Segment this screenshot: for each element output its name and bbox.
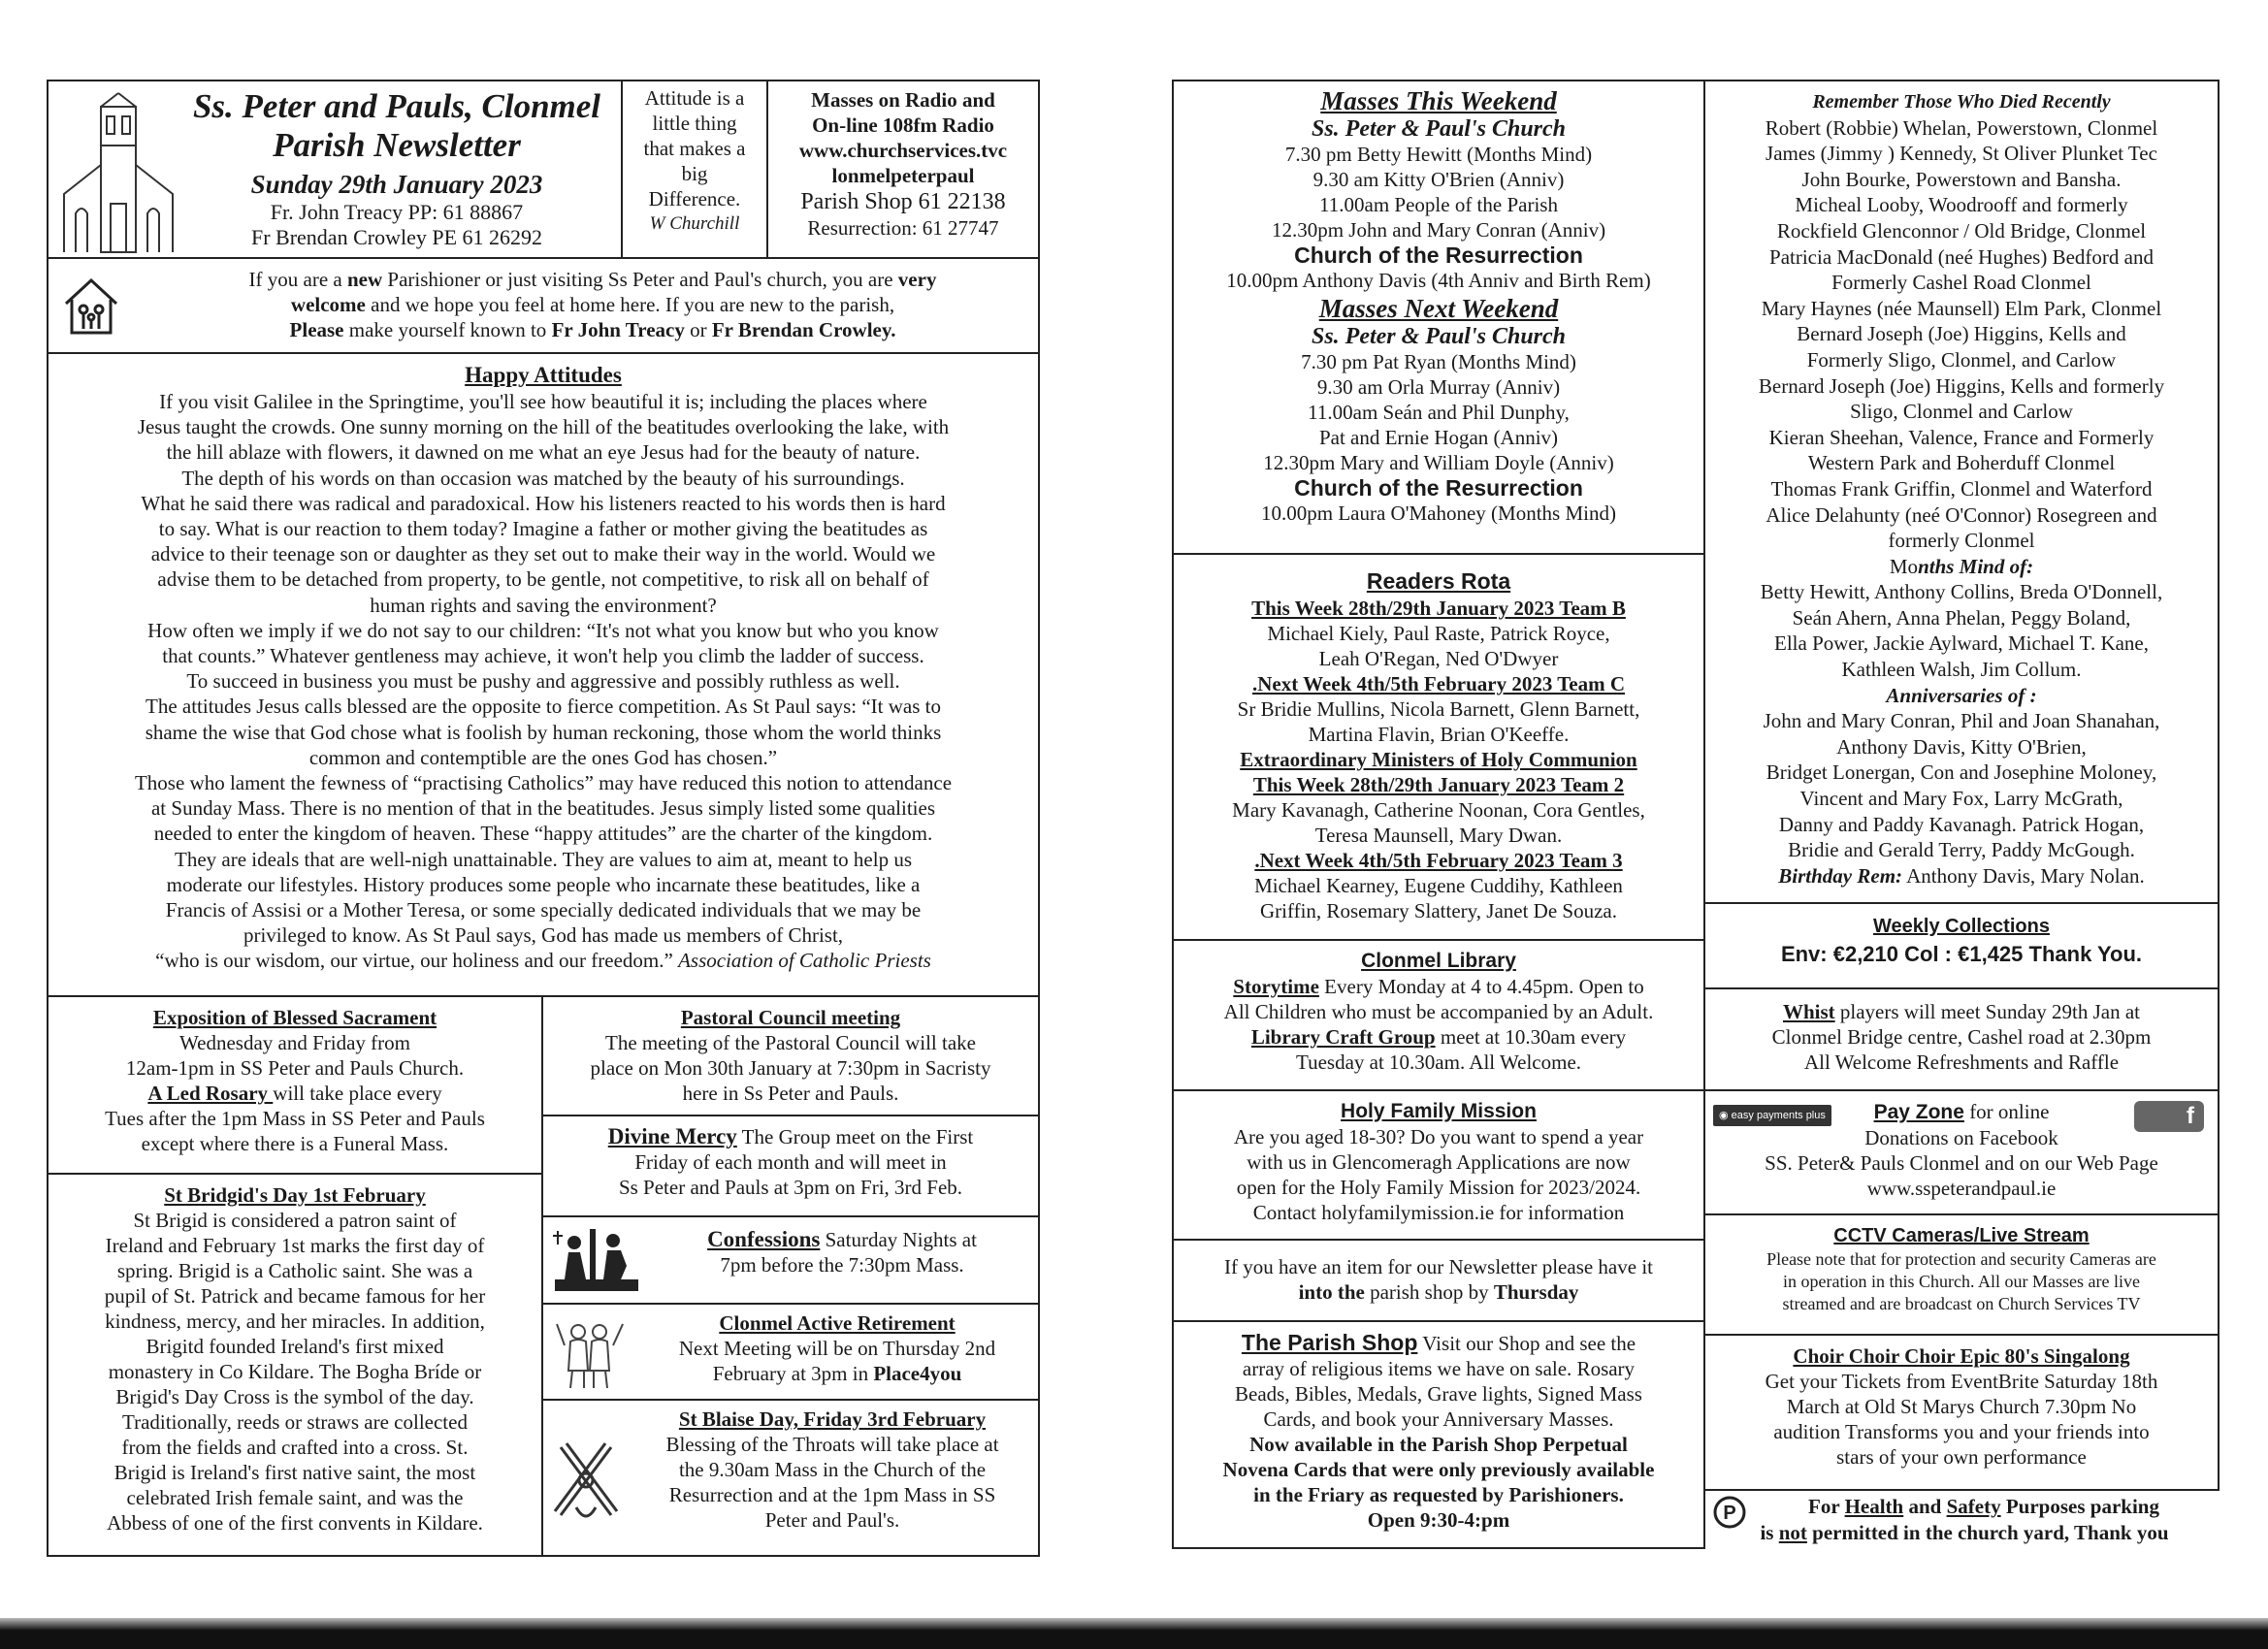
text: parish shop by bbox=[1364, 1280, 1494, 1304]
newsletter-line: If you have an item for our Newsletter please have it bbox=[1224, 1255, 1653, 1278]
pastoral-line: place on Mon 30th January at 7:30pm in Sacristy bbox=[590, 1056, 991, 1080]
bridgid-line: pupil of St. Patrick and became famous for her bbox=[104, 1284, 486, 1308]
mass-line: 10.00pm Laura O'Mahoney (Months Mind) bbox=[1261, 501, 1616, 525]
elderly-couple-icon bbox=[551, 1312, 629, 1392]
text-bold: Thursday bbox=[1493, 1280, 1579, 1304]
article-line: advise them to be detached from property, to be gentle, not competitive, to risk all on behalf of bbox=[157, 567, 929, 592]
blaise-title: St Blaise Day, Friday 3rd February bbox=[678, 1407, 987, 1431]
text-bold: Place4you bbox=[873, 1362, 962, 1385]
text: is bbox=[1760, 1521, 1779, 1544]
bridgid-line: Brigid is Ireland's first native saint, the most bbox=[113, 1461, 476, 1484]
deceased-line: Western Park and Boherduff Clonmel bbox=[1807, 451, 2116, 475]
readers-rota-box bbox=[1172, 553, 1705, 941]
remember-box bbox=[1703, 80, 2219, 904]
divine-mercy-box bbox=[541, 1115, 1040, 1217]
resurrection-heading: Church of the Resurrection bbox=[1294, 242, 1583, 268]
text: permitted in the church yard, Thank you bbox=[1806, 1521, 2169, 1544]
text: “who is our wisdom, our virtue, our holiness and our freedom.” bbox=[155, 949, 679, 973]
parking-line-2 bbox=[1711, 1520, 2218, 1546]
confessions-first-line bbox=[650, 1227, 1034, 1252]
text: will take place every bbox=[273, 1082, 442, 1105]
rota-week: .Next Week 4th/5th February 2023 Team 3 bbox=[1254, 849, 1623, 872]
craft-group-label: Library Craft Group bbox=[1250, 1025, 1436, 1049]
bridgid-line: Abbess of one of the first convents in Kildare. bbox=[107, 1511, 483, 1535]
deceased-line: Sligo, Clonmel and Carlow bbox=[1850, 400, 2073, 424]
rota-names: Martina Flavin, Brian O'Keeffe. bbox=[1308, 723, 1570, 746]
whist-line: Clonmel Bridge centre, Cashel road at 2.30pm bbox=[1771, 1025, 2152, 1049]
pastoral-council-box bbox=[541, 995, 1040, 1116]
churchill-quote bbox=[621, 80, 768, 259]
text: or bbox=[684, 318, 712, 341]
newsletter-items-box bbox=[1172, 1239, 1705, 1322]
text: and bbox=[1903, 1495, 1947, 1518]
shop-bold-line: Now available in the Parish Shop Perpetual bbox=[1249, 1433, 1628, 1456]
newsletter-date: Sunday 29th January 2023 bbox=[250, 170, 543, 199]
cctv-line: in operation in this Church. All our Masses are live bbox=[1783, 1272, 2140, 1291]
whist-box bbox=[1703, 987, 2219, 1091]
text-bold: Fr Brendan Crowley. bbox=[711, 318, 896, 341]
library-box bbox=[1172, 939, 1705, 1091]
deceased-line: Rockfield Glenconnor / Old Bridge, Clonmel bbox=[1776, 218, 2147, 242]
months-mind-line: Seán Ahern, Anna Phelan, Peggy Boland, bbox=[1792, 605, 2131, 630]
deceased-line: Kieran Sheehan, Valence, France and Formerly bbox=[1768, 425, 2155, 449]
title-line-1: Ss. Peter and Pauls, Clonmel bbox=[192, 87, 601, 125]
article-line: that counts.” Whatever gentleness may achieve, it won't help you climb the ladder of success. bbox=[162, 644, 924, 668]
text: and we hope you feel at home here. If you are new to the parish, bbox=[365, 293, 895, 316]
library-line: Tuesday at 10.30am. All Welcome. bbox=[1295, 1051, 1582, 1074]
welcome-box bbox=[47, 257, 1040, 354]
welcome-line-1 bbox=[155, 267, 1030, 292]
welcome-line-3 bbox=[155, 317, 1030, 342]
anniversary-line: Bridie and Gerald Terry, Paddy McGough. bbox=[1788, 838, 2135, 862]
choir-box bbox=[1703, 1334, 2219, 1491]
church-name: Ss. Peter & Paul's Church bbox=[1311, 116, 1567, 142]
library-line: All Children who must be accompanied by an Adult. bbox=[1223, 1000, 1654, 1023]
happy-attitudes-article bbox=[47, 352, 1040, 997]
exposition-line: Tues after the 1pm Mass in SS Peter and Pauls bbox=[105, 1107, 485, 1130]
rota-names: Mary Kavanagh, Catherine Noonan, Cora Gentles, bbox=[1232, 798, 1645, 822]
parking-notice bbox=[1707, 1492, 2219, 1554]
rosary-line bbox=[52, 1081, 537, 1106]
text: players will meet Sunday 29th Jan at bbox=[1834, 1000, 2141, 1023]
shop-first-line bbox=[1178, 1330, 1700, 1356]
quote-line: Attitude is a bbox=[644, 86, 745, 110]
library-title: Clonmel Library bbox=[1361, 950, 1516, 972]
deceased-line: John Bourke, Powerstown and Bansha. bbox=[1801, 167, 2122, 191]
shop-bold-line: in the Friary as requested by Parishioners. bbox=[1253, 1483, 1624, 1506]
text-bold: very bbox=[897, 268, 937, 291]
mass-line: 11.00am People of the Parish bbox=[1319, 193, 1558, 216]
article-line: common and contemptible are the ones God has chosen.” bbox=[308, 745, 778, 769]
article-line: the hill ablaze with flowers, it dawned on me what an eye Jesus had for the beauty of nature. bbox=[166, 440, 921, 465]
payzone-box bbox=[1703, 1089, 2219, 1215]
priest-1: Fr. John Treacy PP: 61 88867 bbox=[270, 200, 524, 224]
cctv-box bbox=[1703, 1213, 2219, 1336]
rota-names: Michael Kearney, Eugene Cuddihy, Kathleen bbox=[1254, 874, 1623, 897]
cctv-line: streamed and are broadcast on Church Services TV bbox=[1782, 1294, 2141, 1313]
text-bold: Please bbox=[289, 318, 344, 341]
quote-line: little thing bbox=[652, 112, 737, 135]
quote-author: W Churchill bbox=[649, 213, 740, 234]
masses-box bbox=[1172, 80, 1705, 555]
shop-line: Cards, and book your Anniversary Masses. bbox=[1263, 1407, 1614, 1431]
anniversary-line: John and Mary Conran, Phil and Joan Shanahan, bbox=[1763, 709, 2160, 733]
blaise-line: Peter and Paul's. bbox=[764, 1508, 900, 1532]
anniversary-line: Bridget Lonergan, Con and Josephine Moloney, bbox=[1766, 760, 2157, 785]
holy-line: with us in Glencomeragh Applications are now bbox=[1247, 1150, 1631, 1174]
shop-line: Beads, Bibles, Medals, Grave lights, Signed Mass bbox=[1235, 1382, 1642, 1406]
article-line: human rights and saving the environment? bbox=[370, 593, 717, 617]
blaise-line: Resurrection and at the 1pm Mass in SS bbox=[668, 1483, 996, 1506]
text: for online bbox=[1963, 1100, 2050, 1123]
payzone-title[interactable]: Pay Zone bbox=[1873, 1101, 1964, 1123]
article-last-line bbox=[54, 948, 1032, 973]
payment-icon: ◉ bbox=[1719, 1110, 1732, 1121]
article-line: needed to enter the kingdom of heaven. These “happy attitudes” are the charter of the kingdom. bbox=[153, 822, 933, 846]
quote-line: that makes a bbox=[643, 137, 746, 160]
mass-line: 7.30 pm Pat Ryan (Months Mind) bbox=[1301, 350, 1576, 373]
family-house-icon bbox=[62, 276, 120, 337]
parish-shop-box bbox=[1172, 1320, 1705, 1549]
deceased-line: Micheal Looby, Woodrooff and formerly bbox=[1795, 193, 2128, 217]
crossed-candles-icon bbox=[553, 1439, 621, 1527]
website-link[interactable]: www.sspeterandpaul.ie bbox=[1866, 1177, 2057, 1200]
bridgid-line: Ireland and February 1st marks the first day of bbox=[105, 1234, 485, 1257]
bridgid-line: St Brigid is considered a patron saint of bbox=[133, 1209, 457, 1232]
pastoral-title: Pastoral Council meeting bbox=[680, 1006, 901, 1029]
mass-line: 9.30 am Orla Murray (Anniv) bbox=[1316, 375, 1561, 399]
holy-line: Are you aged 18-30? Do you want to spend a year bbox=[1233, 1125, 1644, 1148]
shop-title: The Parish Shop bbox=[1241, 1330, 1418, 1355]
confessions-title: Confessions bbox=[707, 1227, 821, 1251]
divine-line: Friday of each month and will meet in bbox=[634, 1150, 947, 1174]
text: Every Monday at 4 to 4.45pm. Open to bbox=[1318, 975, 1644, 998]
whist-line: All Welcome Refreshments and Raffle bbox=[1803, 1051, 2120, 1074]
scan-shadow-band bbox=[0, 1618, 2268, 1649]
ministers-title: Extraordinary Ministers of Holy Communion bbox=[1240, 748, 1637, 771]
radio-line: On-line 108fm Radio bbox=[812, 113, 994, 137]
article-line: The attitudes Jesus calls blessed are the opposite to fierce competition. As St Paul says: “It was to bbox=[146, 695, 941, 719]
mass-line: 10.00pm Anthony Davis (4th Anniv and Birth Rem) bbox=[1226, 269, 1651, 292]
confessions-box bbox=[541, 1215, 1040, 1305]
article-line: To succeed in business you must be pushy and aggressive and possibly ruthless as well. bbox=[186, 669, 900, 694]
svg-text:P: P bbox=[1723, 1503, 1736, 1524]
article-line: How often we imply if we do not say to our children: “It's not what you know but who you know bbox=[147, 618, 939, 642]
choir-line: audition Transforms you and your friends into bbox=[1773, 1420, 2150, 1443]
rota-week: This Week 28th/29th January 2023 Team B bbox=[1251, 597, 1626, 620]
deceased-line: Formerly Cashel Road Clonmel bbox=[1831, 271, 2091, 295]
months-mind-heading bbox=[1707, 554, 2216, 580]
shop-bold-line: Open 9:30-4:pm bbox=[1367, 1508, 1510, 1532]
text-bold: Fr John Treacy bbox=[551, 318, 685, 341]
parking-icon bbox=[1713, 1496, 1746, 1529]
radio-url: www.churchservices.tvc bbox=[798, 139, 1008, 162]
collections-title: Weekly Collections bbox=[1873, 916, 2050, 937]
rota-names: Michael Kiely, Paul Raste, Patrick Royce, bbox=[1267, 622, 1610, 645]
radio-line: Masses on Radio and bbox=[811, 88, 995, 112]
mass-line: 9.30 am Kitty O'Brien (Anniv) bbox=[1312, 168, 1565, 191]
st-blaise-box bbox=[541, 1399, 1040, 1557]
choir-line: Get your Tickets from EventBrite Saturday 18th bbox=[1765, 1370, 2158, 1393]
exposition-box bbox=[47, 995, 543, 1175]
bridgid-title: St Bridgid's Day 1st February bbox=[164, 1183, 426, 1207]
rota-names: Teresa Maunsell, Mary Dwan. bbox=[1314, 824, 1563, 847]
text: Visit our Shop and see the bbox=[1417, 1332, 1636, 1355]
masses-next-title: Masses Next Weekend bbox=[1318, 294, 1559, 323]
article-line: If you visit Galilee in the Springtime, you'll see how beautiful it is; including the places where bbox=[159, 390, 927, 413]
text-bold: into the bbox=[1298, 1280, 1365, 1304]
bridgid-line: from the fields and crafted into a cross. St. bbox=[121, 1436, 469, 1459]
deceased-line: Mary Haynes (née Maunsell) Elm Park, Clonmel bbox=[1761, 296, 2162, 320]
remember-title: Remember Those Who Died Recently bbox=[1812, 91, 2111, 113]
priest-2: Fr Brendan Crowley PE 61 26292 bbox=[250, 225, 543, 249]
rota-names: Sr Bridie Mullins, Nicola Barnett, Glenn Barnett, bbox=[1237, 697, 1640, 721]
divine-title: Divine Mercy bbox=[607, 1124, 737, 1148]
cctv-line: Please note that for protection and security Cameras are bbox=[1766, 1249, 2156, 1269]
collections-amounts: Env: €2,210 Col : €1,425 Thank You. bbox=[1780, 942, 2143, 966]
deceased-line: Robert (Robbie) Whelan, Powerstown, Clonmel bbox=[1765, 115, 2158, 140]
mass-line: 7.30 pm Betty Hewitt (Months Mind) bbox=[1284, 143, 1593, 166]
blaise-line: the 9.30am Mass in the Church of the bbox=[678, 1458, 987, 1481]
exposition-title: Exposition of Blessed Sacrament bbox=[152, 1006, 437, 1029]
holy-family-box bbox=[1172, 1089, 1705, 1241]
mass-line: Pat and Ernie Hogan (Anniv) bbox=[1318, 426, 1559, 449]
text-bold: welcome bbox=[290, 293, 366, 316]
article-line: at Sunday Mass. There is no mention of that in the beatitudes. Jesus simply listed some qualities bbox=[150, 796, 935, 821]
deceased-line: Patricia MacDonald (neé Hughes) Bedford and bbox=[1769, 244, 2154, 269]
newsletter-header bbox=[47, 80, 623, 259]
payzone-line: SS. Peter& Pauls Clonmel and on our Web Page bbox=[1765, 1151, 2158, 1175]
deceased-line: formerly Clonmel bbox=[1888, 529, 2035, 553]
text: Mo bbox=[1889, 554, 1919, 578]
readers-title: Readers Rota bbox=[1366, 568, 1511, 594]
whist-first-line bbox=[1709, 999, 2214, 1024]
radio-url: lonmelpeterpaul bbox=[831, 164, 975, 187]
mass-line: 12.30pm John and Mary Conran (Anniv) bbox=[1271, 218, 1606, 242]
choir-title: Choir Choir Choir Epic 80's Singalong bbox=[1793, 1344, 2130, 1368]
badge-text: easy payments plus bbox=[1731, 1110, 1826, 1121]
article-line: Those who lament the fewness of “practising Catholics” may have reduced this notion to attendance bbox=[134, 771, 953, 795]
title-line-2: Parish Newsletter bbox=[273, 126, 521, 164]
anniversary-line: Anthony Davis, Kitty O'Brien, bbox=[1836, 734, 2087, 759]
library-line bbox=[1178, 974, 1700, 999]
st-bridgid-box bbox=[47, 1173, 543, 1557]
choir-line: March at Old St Marys Church 7.30pm No bbox=[1786, 1395, 2137, 1418]
newsletter-line bbox=[1178, 1279, 1700, 1305]
blaise-line: Blessing of the Throats will take place at bbox=[665, 1433, 999, 1456]
whist-title: Whist bbox=[1782, 1000, 1835, 1023]
weekly-collections-box bbox=[1703, 902, 2219, 989]
active-title: Clonmel Active Retirement bbox=[719, 1311, 956, 1335]
holy-line: open for the Holy Family Mission for 2023/2024. bbox=[1236, 1176, 1641, 1199]
article-line: What he said there was radical and paradoxical. How his listeners reacted to his words then is hard bbox=[141, 491, 946, 515]
pastoral-line: here in Ss Peter and Pauls. bbox=[682, 1082, 899, 1105]
text-bold: new bbox=[347, 268, 383, 291]
bridgid-line: Brigid's Day Cross is the symbol of the day. bbox=[115, 1385, 474, 1408]
text: Saturday Nights at bbox=[820, 1228, 977, 1251]
active-line bbox=[640, 1361, 1034, 1386]
text: Anthony Davis, Mary Nolan. bbox=[1902, 863, 2145, 888]
article-line: The depth of his words on than occasion was matched by the beauty of his surroundings. bbox=[181, 466, 905, 490]
text-bold-italic: nths Mind of: bbox=[1918, 554, 2034, 578]
deceased-line: Alice Delahunty (neé O'Connor) Rosegreen and bbox=[1766, 502, 2157, 527]
bridgid-line: Brigitd founded Ireland's first mixed bbox=[146, 1335, 444, 1358]
article-line: Francis of Assisi or a Mother Teresa, or some specially dedicated individuals that we may be bbox=[165, 898, 922, 922]
pastoral-line: The meeting of the Pastoral Council will take bbox=[605, 1031, 976, 1054]
rota-week: This Week 28th/29th January 2023 Team 2 bbox=[1252, 773, 1625, 796]
resurrection-heading: Church of the Resurrection bbox=[1294, 475, 1583, 501]
cctv-title: CCTV Cameras/Live Stream bbox=[1833, 1225, 2090, 1246]
text: For bbox=[1808, 1495, 1845, 1518]
anniversary-line: Danny and Paddy Kavanagh. Patrick Hogan, bbox=[1778, 812, 2145, 836]
article-title: Happy Attitudes bbox=[465, 363, 622, 387]
months-mind-line: Betty Hewitt, Anthony Collins, Breda O'Donnell, bbox=[1760, 580, 2163, 604]
deceased-line: Bernard Joseph (Joe) Higgins, Kells and bbox=[1797, 322, 2126, 346]
anniversaries-heading: Anniversaries of : bbox=[1886, 683, 2037, 707]
article-line: moderate our lifestyles. History produces some people who incarnate these beatitudes, like a bbox=[166, 872, 921, 896]
months-mind-line: Ella Power, Jackie Aylward, Michael T. Kane, bbox=[1774, 631, 2149, 656]
parish-shop-phone: Parish Shop 61 22138 bbox=[800, 189, 1006, 214]
payzone-line: Donations on Facebook bbox=[1864, 1126, 2058, 1149]
text: Parishioner or just visiting Ss Peter and Paul's church, you are bbox=[382, 268, 898, 291]
exposition-line: except where there is a Funeral Mass. bbox=[141, 1132, 449, 1155]
deceased-line: Thomas Frank Griffin, Clonmel and Waterford bbox=[1770, 476, 2153, 501]
shop-bold-line: Novena Cards that were only previously available bbox=[1222, 1458, 1655, 1481]
parking-line-1 bbox=[1750, 1494, 2218, 1520]
rota-names: Griffin, Rosemary Slattery, Janet De Souza. bbox=[1260, 899, 1617, 922]
rota-week: .Next Week 4th/5th February 2023 Team C bbox=[1251, 672, 1626, 695]
article-source: Association of Catholic Priests bbox=[678, 949, 931, 973]
rosary-title: A Led Rosary bbox=[147, 1082, 274, 1105]
masses-this-title: Masses This Weekend bbox=[1320, 86, 1557, 115]
article-line: shame the wise that God chose what is foolish by human reckoning, those whom the world thinks bbox=[145, 720, 942, 744]
divine-line: Ss Peter and Pauls at 3pm on Fri, 3rd Feb. bbox=[618, 1176, 963, 1199]
divine-first-line bbox=[547, 1124, 1034, 1149]
confessions-line: 7pm before the 7:30pm Mass. bbox=[720, 1253, 964, 1277]
deceased-line: Formerly Sligo, Clonmel, and Carlow bbox=[1806, 347, 2117, 372]
bridgid-line: monastery in Co Kildare. The Bogha Bríde or bbox=[108, 1360, 482, 1383]
text: February at 3pm in bbox=[712, 1362, 874, 1385]
quote-line: big bbox=[681, 162, 708, 185]
active-line: Next Meeting will be on Thursday 2nd bbox=[678, 1337, 996, 1360]
birthday-line bbox=[1707, 863, 2216, 889]
article-line: Jesus taught the crowds. One sunny morning on the hill of the beatitudes overlooking the lake, with bbox=[137, 415, 950, 439]
text: The Group meet on the First bbox=[736, 1125, 974, 1148]
active-retirement-box bbox=[541, 1303, 1040, 1401]
bridgid-line: kindness, mercy, and her miracles. In addition, bbox=[105, 1310, 485, 1333]
confession-icon bbox=[553, 1227, 640, 1293]
quote-line: Difference. bbox=[648, 187, 741, 210]
bridgid-line: Traditionally, reeds or straws are collected bbox=[122, 1410, 468, 1434]
article-line: advice to their teenage son or daughter as they set out to make their way in the world. Would we bbox=[150, 542, 936, 566]
deceased-line: Bernard Joseph (Joe) Higgins, Kells and formerly bbox=[1758, 373, 2165, 398]
easy-payments-badge bbox=[1713, 1105, 1831, 1126]
resurrection-phone: Resurrection: 61 27747 bbox=[807, 216, 999, 240]
birthday-label: Birthday Rem: bbox=[1778, 863, 1903, 888]
text-underlined: not bbox=[1778, 1521, 1807, 1544]
text: meet at 10.30am every bbox=[1435, 1025, 1627, 1049]
bridgid-line: spring. Brigid is a Catholic saint. She was a bbox=[116, 1259, 473, 1282]
storytime-label: Storytime bbox=[1233, 975, 1319, 998]
library-line bbox=[1178, 1024, 1700, 1050]
text-underlined: Safety bbox=[1946, 1495, 2001, 1518]
holy-family-title: Holy Family Mission bbox=[1341, 1100, 1537, 1122]
church-name: Ss. Peter & Paul's Church bbox=[1311, 324, 1567, 349]
text-underlined: Health bbox=[1844, 1495, 1904, 1518]
mass-line: 12.30pm Mary and William Doyle (Anniv) bbox=[1263, 451, 1614, 474]
text: Purposes parking bbox=[2000, 1495, 2159, 1518]
radio-info bbox=[766, 80, 1040, 259]
anniversary-line: Vincent and Mary Fox, Larry McGrath, bbox=[1799, 787, 2123, 811]
article-line: privileged to know. As St Paul says, God has made us members of Christ, bbox=[243, 923, 844, 948]
holy-line: Contact holyfamilymission.ie for information bbox=[1252, 1201, 1625, 1224]
mass-line: 11.00am Seán and Phil Dunphy, bbox=[1308, 401, 1570, 424]
exposition-line: 12am-1pm in SS Peter and Pauls Church. bbox=[125, 1056, 465, 1080]
choir-line: stars of your own performance bbox=[1836, 1445, 2087, 1469]
months-mind-line: Kathleen Walsh, Jim Collum. bbox=[1841, 658, 2082, 682]
shop-line: array of religious items we have on sale. Rosary bbox=[1242, 1357, 1636, 1380]
deceased-line: James (Jimmy ) Kennedy, St Oliver Plunket Tec bbox=[1766, 142, 2157, 166]
exposition-line: Wednesday and Friday from bbox=[179, 1031, 410, 1054]
text: If you are a bbox=[248, 268, 347, 291]
rota-names: Leah O'Regan, Ned O'Dwyer bbox=[1318, 647, 1559, 670]
church-icon bbox=[54, 87, 180, 254]
welcome-line-2 bbox=[155, 292, 1030, 317]
article-line: They are ideals that are well-nigh unattainable. They are values to aim at, meant to help us bbox=[175, 847, 912, 871]
article-line: to say. What is our reaction to them today? Imagine a father or mother giving the beatitudes as bbox=[158, 517, 928, 541]
text: make yourself known to bbox=[343, 318, 552, 341]
facebook-icon[interactable]: f bbox=[2134, 1101, 2204, 1132]
bridgid-line: celebrated Irish female saint, and was the bbox=[126, 1486, 464, 1509]
